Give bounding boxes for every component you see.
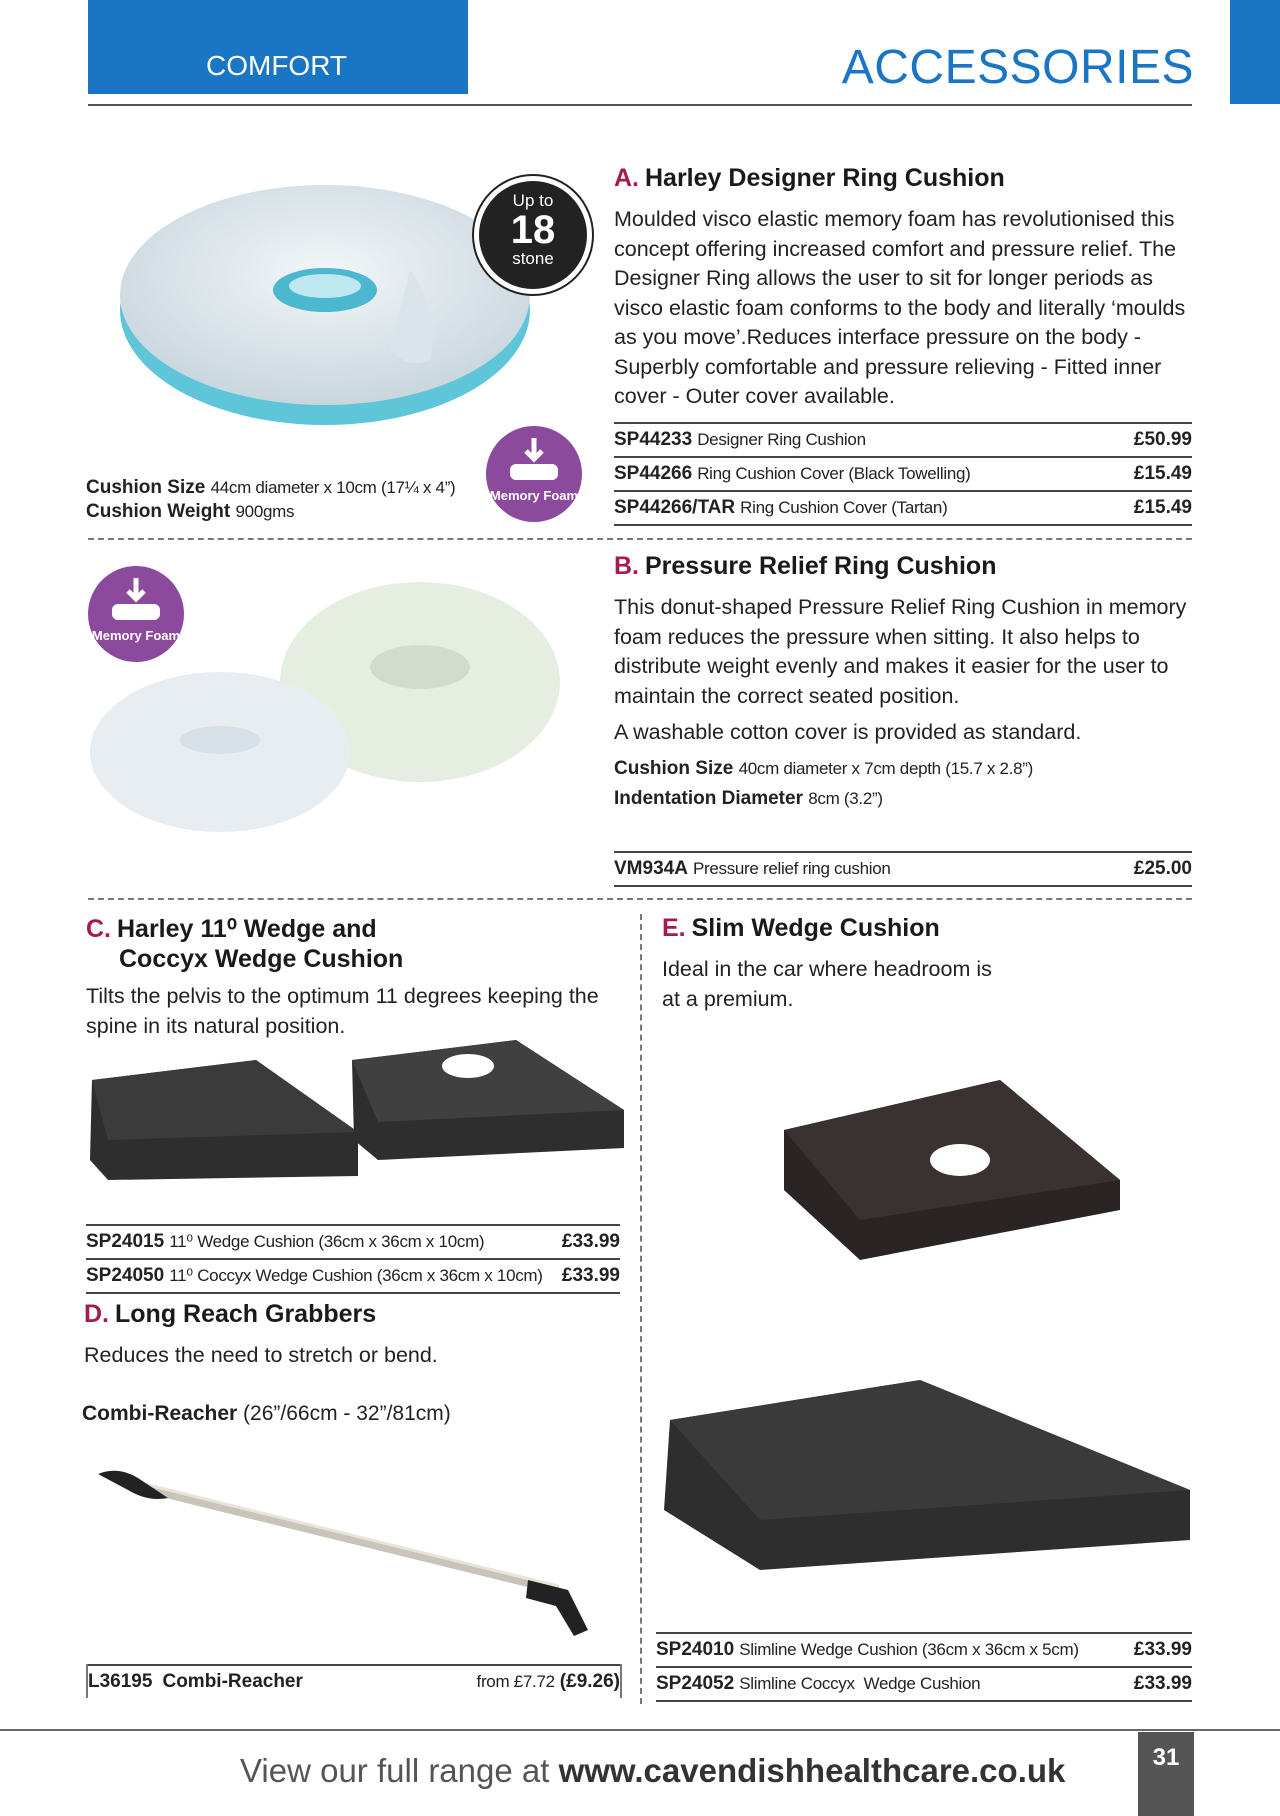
badge-line1: Up to bbox=[512, 191, 554, 210]
product-code: SP24015 bbox=[86, 1231, 165, 1252]
product-price: £25.00 bbox=[1133, 858, 1192, 879]
section-divider bbox=[88, 898, 1192, 900]
table-row bbox=[86, 1260, 620, 1294]
table-row bbox=[614, 458, 1192, 492]
wedge-cushions-image bbox=[86, 1040, 626, 1190]
section-title-line2: Coccyx Wedge Cushion bbox=[119, 945, 404, 973]
spec-label: Cushion Size bbox=[614, 758, 734, 779]
section-b-table bbox=[614, 851, 1192, 887]
slim-wedge-cushion-image bbox=[660, 1370, 1200, 1580]
table-border bbox=[620, 1664, 622, 1698]
section-a-description: Moulded visco elastic memory foam has revolutionised this concept offering increased comfort and pressure relief. The Designer Ring allows the user to sit for longer periods as visco elastic foam conforms to the body and literally ‘moulds as you move’.Reduces interface pressure on the body - Superbly comfortable and pressure relieving - Fitted inner cover - Outer cover available. bbox=[614, 207, 1186, 408]
product-code: SP44266/TAR bbox=[614, 497, 736, 518]
product-price: £33.99 bbox=[561, 1231, 620, 1252]
product-desc: Slimline Wedge Cushion (36cm x 36cm x 5cm) bbox=[739, 1640, 1079, 1659]
product-size: (26”/66cm - 32”/81cm) bbox=[243, 1402, 451, 1425]
badge-number: 18 bbox=[510, 208, 556, 252]
section-e-description: Ideal in the car where headroom is at a premium. bbox=[662, 957, 992, 1011]
section-e-heading bbox=[662, 914, 940, 943]
product-desc: Ring Cushion Cover (Tartan) bbox=[740, 498, 948, 517]
product-price: £33.99 bbox=[561, 1265, 620, 1286]
column-divider bbox=[640, 914, 642, 1704]
spec-b bbox=[614, 754, 1194, 814]
section-b-description: This donut-shaped Pressure Relief Ring Cushion in memory foam reduces the pressure when sitting. It also helps to distribute weight evenly and makes it easier for the user to maintain the correct seated position. bbox=[614, 595, 1187, 708]
section-d-table bbox=[88, 1664, 620, 1698]
page-edge-tab bbox=[1230, 0, 1280, 104]
table-row bbox=[656, 1634, 1192, 1668]
section-c-heading bbox=[86, 914, 403, 974]
memory-foam-badge-a bbox=[486, 426, 582, 522]
product-name: Combi-Reacher bbox=[82, 1402, 238, 1425]
memory-foam-label-a: Memory Foam bbox=[489, 488, 579, 503]
grabber-image bbox=[88, 1460, 618, 1650]
pressure-ring-image bbox=[80, 572, 600, 832]
section-b-description2: A washable cotton cover is provided as standard. bbox=[614, 720, 1082, 744]
spec-label: Cushion Weight bbox=[86, 501, 231, 522]
spec-value: 40cm diameter x 7cm depth (15.7 x 2.8”) bbox=[738, 759, 1034, 778]
footer-text bbox=[240, 1752, 1065, 1790]
spec-value: 8cm (3.2”) bbox=[808, 789, 883, 808]
spec-a bbox=[86, 476, 486, 524]
product-desc: Pressure relief ring cushion bbox=[692, 859, 891, 878]
product-price: £33.99 bbox=[1133, 1639, 1192, 1660]
section-letter: E. bbox=[662, 914, 686, 942]
product-desc: Combi-Reacher bbox=[162, 1671, 303, 1692]
table-row bbox=[614, 492, 1192, 526]
product-code: VM934A bbox=[614, 858, 688, 879]
product-desc: Designer Ring Cushion bbox=[697, 430, 866, 449]
section-divider bbox=[88, 538, 1192, 540]
spec-label: Cushion Size bbox=[86, 477, 206, 498]
section-b-heading bbox=[614, 552, 996, 581]
product-desc: 11⁰ Coccyx Wedge Cushion (36cm x 36cm x 10cm) bbox=[169, 1266, 543, 1285]
product-code: SP24052 bbox=[656, 1673, 735, 1694]
product-price: £15.49 bbox=[1133, 463, 1192, 484]
page-title: ACCESSORIES bbox=[841, 41, 1194, 94]
table-row bbox=[614, 424, 1192, 458]
section-d-description: Reduces the need to stretch or bend. bbox=[84, 1343, 438, 1367]
table-row bbox=[656, 1668, 1192, 1702]
memory-foam-icon bbox=[486, 426, 582, 486]
spec-value: 900gms bbox=[235, 502, 295, 521]
table-row bbox=[88, 1666, 620, 1698]
product-price: £15.49 bbox=[1133, 497, 1192, 518]
section-title: Long Reach Grabbers bbox=[115, 1300, 377, 1328]
product-desc: Ring Cushion Cover (Black Towelling) bbox=[697, 464, 971, 483]
section-a-table bbox=[614, 422, 1192, 526]
section-letter: C. bbox=[86, 915, 111, 943]
section-a-heading bbox=[614, 164, 1005, 193]
badge-unit: stone bbox=[512, 249, 554, 268]
product-desc: 11⁰ Wedge Cushion (36cm x 36cm x 10cm) bbox=[169, 1232, 485, 1251]
product-price: £50.99 bbox=[1133, 429, 1192, 450]
section-title: Pressure Relief Ring Cushion bbox=[645, 552, 997, 580]
footer-rule bbox=[0, 1729, 1280, 1731]
section-letter: B. bbox=[614, 552, 639, 580]
section-letter: D. bbox=[84, 1300, 109, 1328]
table-row bbox=[614, 853, 1192, 887]
section-title-line1: Harley 11⁰ Wedge and bbox=[117, 915, 377, 943]
category-tab bbox=[88, 0, 468, 94]
product-price: £33.99 bbox=[1133, 1673, 1192, 1694]
section-c-description: Tilts the pelvis to the optimum 11 degrees keeping the spine in its natural position. bbox=[86, 984, 599, 1038]
section-d-product-label bbox=[82, 1402, 451, 1426]
weight-capacity-badge bbox=[474, 176, 592, 294]
product-code: SP44266 bbox=[614, 463, 693, 484]
page-number: 31 bbox=[1138, 1732, 1194, 1816]
section-d-heading bbox=[84, 1300, 376, 1329]
section-c-table bbox=[86, 1224, 620, 1294]
product-code: SP24050 bbox=[86, 1265, 165, 1286]
product-code: SP44233 bbox=[614, 429, 693, 450]
product-desc: Slimline Coccyx Wedge Cushion bbox=[739, 1674, 981, 1693]
slim-coccyx-cushion-image bbox=[770, 1070, 1130, 1280]
category-tab-label: COMFORT bbox=[206, 50, 348, 81]
spec-value: 44cm diameter x 10cm (17¼ x 4”) bbox=[210, 478, 456, 497]
product-code: SP24010 bbox=[656, 1639, 735, 1660]
section-e-table bbox=[656, 1632, 1192, 1702]
memory-foam-label-b: Memory Foam bbox=[91, 628, 181, 643]
spec-label: Indentation Diameter bbox=[614, 788, 803, 809]
footer-prefix: View our full range at bbox=[240, 1752, 559, 1789]
section-title: Slim Wedge Cushion bbox=[691, 914, 940, 942]
section-letter: A. bbox=[614, 164, 639, 192]
footer-url-link[interactable]: www.cavendishhealthcare.co.uk bbox=[558, 1752, 1066, 1789]
header-rule bbox=[88, 104, 1192, 106]
product-price: (£9.26) bbox=[559, 1671, 620, 1692]
product-price-from: from £7.72 bbox=[476, 1672, 555, 1691]
product-code: L36195 bbox=[88, 1671, 153, 1692]
section-title: Harley Designer Ring Cushion bbox=[645, 164, 1005, 192]
table-row bbox=[86, 1226, 620, 1260]
table-border bbox=[86, 1664, 88, 1698]
